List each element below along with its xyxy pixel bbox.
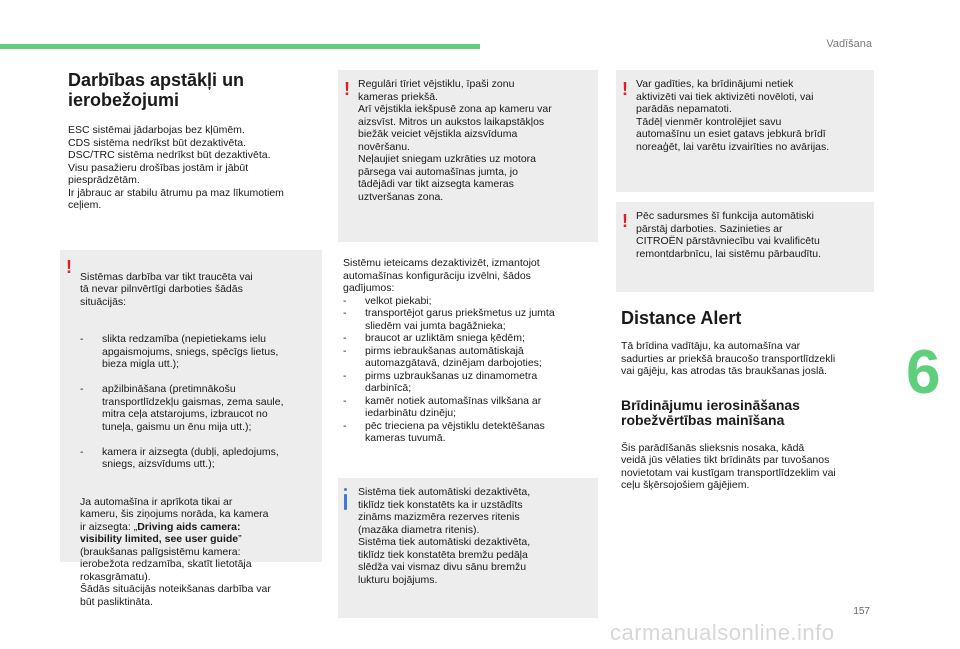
intro-paragraph: ESC sistēmai jādarbojas bez kļūmēm. CDS sistēma nedrīkst būt dezaktivēta. DSC/TRC sistēma nedrīkst būt dezaktivēta. Visu pasažieru drošības jostām ir jābūt piesprādzētām. Ir jābrauc ar stabilu ātrumu pa maz līkumotiem ceļiem. (68, 124, 284, 211)
section-title: Darbības apstākļi un ierobežojumi (68, 70, 245, 110)
watermark: carmanualsonline.info (610, 620, 835, 645)
warning-icon: ! (66, 257, 72, 277)
warning-icon: ! (622, 211, 628, 231)
threshold-subtitle: Brīdinājumu ierosināšanas robežvērtības mainīšana (621, 396, 800, 428)
list-item: - pirms iebraukšanas automātiskajā automazgātavā, dzinējam darbojoties; (343, 345, 598, 370)
distance-alert-title: Distance Alert (621, 308, 742, 328)
list-item: - transportējot garus priekšmetus uz jumta sliedēm vai jumta bagāžnieka; (343, 307, 598, 332)
tail-text: ” (braukšanas palīgsistēmu kamera: ierobežota redzamība, skatīt lietotāja rokasgrāmatu). Šādās situācijās noteikšanas darbība var būt pasliktināta. (80, 533, 271, 608)
warning-box-windscreen (338, 70, 598, 242)
warning-tail (80, 496, 314, 609)
warning-box-collision (616, 202, 874, 292)
info-icon (344, 494, 347, 510)
camera-message: Driving aids camera: visibility limited, see user guide (80, 520, 241, 545)
warning-box-alerts (616, 70, 874, 192)
info-box-text: Sistēma tiek automātiski dezaktivēta, tiklīdz tiek konstatēts ka ir uzstādīts zināms mazizmēra rezerves ritenis (mazāka diametra ritenis). Sistēma tiek automātiski dezaktivēta, tiklīdz tiek konstatēta bremžu pedāļa slēdža vai vismaz divu sānu bremžu lukturu bojājums. (358, 486, 531, 586)
column-left (68, 70, 323, 212)
tail-text: Ja automašīna ir aprīkota tikai ar kameru, šis ziņojums norāda, ka kamera ir aizsegta: „ (80, 495, 269, 533)
chapter-number: 6 (906, 338, 941, 407)
list-item: - braucot ar uzliktām sniega ķēdēm; (343, 332, 598, 345)
warning-box-text: Pēc sadursmes šī funkcija automātiski pārstāj darboties. Sazinieties ar CITROËN pārstāvniecību vai kvalificētu remontdarbnīcu, lai sistēmu pārbaudītu. (636, 210, 822, 260)
warning-box-text: Regulāri tīriet vējstiklu, īpaši zonu kameras priekšā. Arī vējstikla iekšpusē zona ap kameru var aizsvīst. Mitros un aukstos laikapstākļos biežāk veiciet vējstikla aizsvīduma novēršanu. Neļaujiet sniegam uzkrāties uz motora pārsega vai automašīnas jumta, jo tādējādi var tikt aizsegta kameras uztveršanas zona. (358, 78, 552, 203)
list-item: - velkot piekabi; (343, 295, 598, 308)
running-header: Vadīšana (826, 38, 872, 50)
list-item: - kamera ir aizsegta (dubļi, apledojums, sniegs, aizsvīdums utt.); (80, 446, 314, 471)
deactivate-list (343, 295, 598, 445)
distance-alert-intro: Tā brīdina vadītāju, ka automašīna var sadurties ar priekšā braucošo transportlīdzekli vai gājēju, kas atrodas tās braukšanas joslā. (621, 340, 836, 377)
list-item: - slikta redzamība (nepietiekams ielu apgaismojums, sniegs, spēcīgs lietus, bieza migla utt.); (80, 333, 314, 371)
list-item: - kamēr notiek automašīnas vilkšana ar iedarbinātu dzinēju; (343, 395, 598, 420)
column-middle (343, 257, 598, 445)
warning-lead: Sistēmas darbība var tikt traucēta vai tā nevar pilnvērtīgi darboties šādās situācijās: (80, 270, 253, 308)
warning-box-text: Var gadīties, ka brīdinājumi netiek aktivizēti vai tiek aktivizēti novēloti, vai parādās nepamatoti. Tādēļ vienmēr kontrolējiet savu automašīnu un esiet gatavs jebkurā brīdī noreaģēt, lai varētu izvairīties no avārijas. (636, 78, 830, 153)
warning-box-content (80, 258, 314, 621)
list-item: - pirms uzbraukšanas uz dinamometra darbinīcā; (343, 370, 598, 395)
list-item: - apžilbināšana (pretimnākošu transportlīdzekļu gaismas, zema saule, mitra ceļa atstarojums, izbraucot no tuneļa, gaismu un ēnu mija utt.); (80, 383, 314, 433)
warning-box-visibility (60, 250, 322, 608)
threshold-body: Šis parādīšanās slieksnis nosaka, kādā veidā jūs vēlaties tikt brīdināts par tuvošanos novietotam vai kustīgam transportlīdzeklim vai ceļu šķērsojošiem gājējiem. (621, 441, 836, 491)
warning-icon: ! (344, 79, 350, 99)
warning-icon: ! (622, 79, 628, 99)
page-number: 157 (853, 606, 870, 617)
deactivate-lead: Sistēmu ieteicams dezaktivizēt, izmantojot automašīnas konfigurāciju izvēlni, šādos gadījumos: (343, 257, 540, 294)
section-accent-bar (0, 44, 480, 49)
column-right (621, 308, 876, 492)
warning-list (80, 321, 314, 484)
list-item: - pēc trieciena pa vējstiklu detektēšanas kameras tuvumā. (343, 420, 598, 445)
info-box-deactivation (338, 478, 598, 618)
